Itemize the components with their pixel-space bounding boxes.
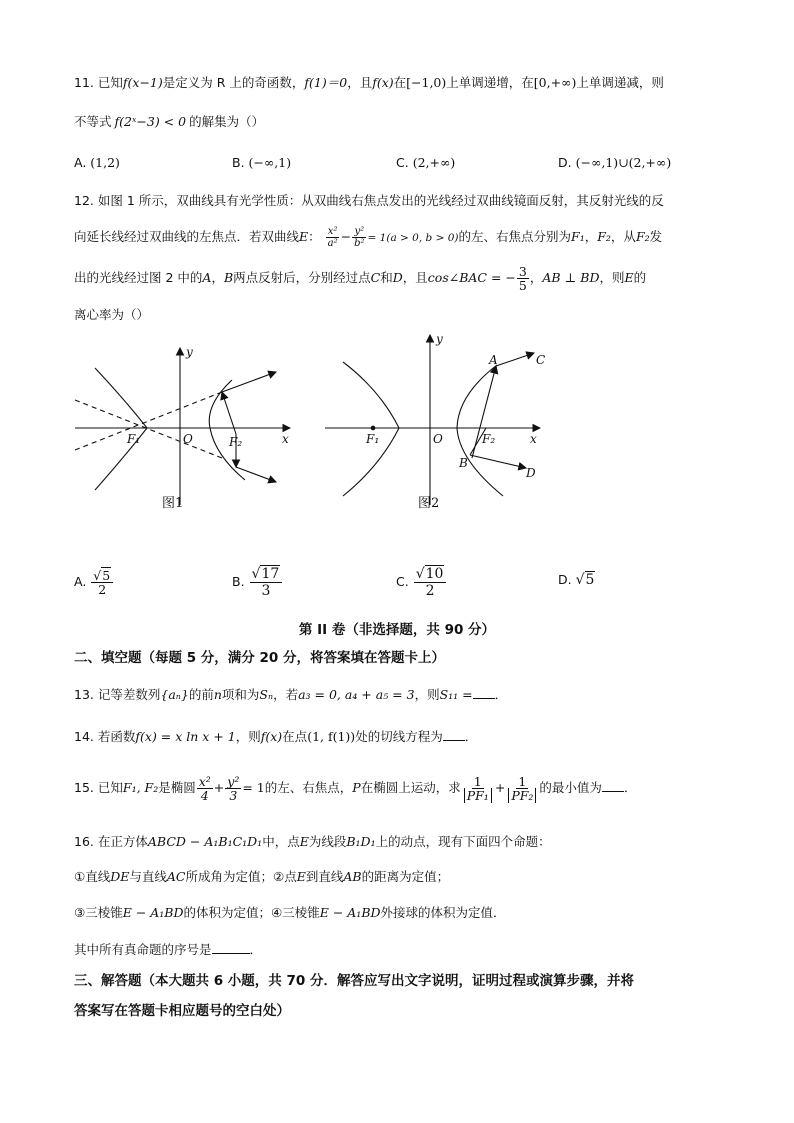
frac-den: 3 bbox=[261, 583, 271, 599]
figure-2 bbox=[325, 335, 540, 505]
q16-line1 bbox=[74, 832, 551, 852]
q14-number: 14. bbox=[74, 729, 94, 744]
q13-number: 13. bbox=[74, 687, 94, 702]
q12-text: ，从 bbox=[610, 229, 636, 244]
q12-text: 如图 1 所示，双曲线具有光学性质：从双曲线右焦点发出的光线经过双曲线镜面反射，其反射光线的反 bbox=[97, 193, 664, 208]
frac-num: √5 bbox=[91, 569, 113, 583]
q11-text: 是定义为 R 上的奇函数， bbox=[162, 75, 305, 90]
frac-den: b² bbox=[354, 238, 365, 249]
q13-text: ，则 bbox=[414, 687, 440, 702]
q16-text: 与直线 bbox=[129, 869, 167, 884]
q15-frac-y bbox=[225, 775, 241, 802]
q13-text: 记等差数列 bbox=[97, 687, 161, 702]
frac-num: x² bbox=[198, 774, 211, 789]
q15-eq: = 1 bbox=[242, 780, 265, 795]
q11-interval2: [0,+∞) bbox=[533, 75, 577, 90]
q16-tetrahedron: E − A₁BD bbox=[319, 905, 381, 920]
option-label: B. bbox=[232, 574, 245, 589]
q12-line4 bbox=[74, 305, 149, 325]
radicand: 5 bbox=[585, 572, 595, 588]
q11-text: 的解集为（） bbox=[189, 114, 265, 129]
q11-text: 不等式 bbox=[74, 114, 112, 129]
q16-text: 在正方体 bbox=[97, 834, 148, 849]
q16-cube: ABCD − A₁B₁C₁D₁ bbox=[147, 834, 263, 849]
q15-frac-pf1 bbox=[462, 775, 494, 802]
q12-option-d bbox=[558, 570, 595, 590]
q12-cos-frac bbox=[517, 265, 529, 292]
frac-den: 2 bbox=[98, 582, 107, 597]
q16-AC: AC bbox=[166, 869, 186, 884]
fig2-origin-label: O bbox=[433, 432, 443, 446]
fig2-F1-label: F₁ bbox=[366, 432, 380, 446]
q12-D: D bbox=[392, 270, 403, 285]
q16-text: 的体积为定值；④三棱锥 bbox=[183, 905, 320, 920]
q16-text: ①直线 bbox=[74, 869, 111, 884]
q16-line4 bbox=[74, 940, 262, 960]
frac-num: y² bbox=[227, 774, 240, 789]
q14-text: ． bbox=[464, 729, 478, 744]
q15-P: P bbox=[352, 780, 361, 795]
q16-text: 所成角为定值；②点 bbox=[185, 869, 297, 884]
option-label: A. bbox=[74, 155, 87, 170]
q12-option-a bbox=[74, 568, 114, 596]
q12-option-b bbox=[232, 566, 283, 599]
q14-fx: f(x) bbox=[260, 729, 283, 744]
q16-text: 中，点 bbox=[262, 834, 300, 849]
section3-heading-line2: 答案写在答题卡相应题号的空白处） bbox=[74, 1003, 290, 1019]
q11-line1 bbox=[74, 73, 664, 93]
frac-num: y² bbox=[354, 226, 365, 237]
frac-den: 2 bbox=[425, 583, 435, 599]
fig2-y-label: y bbox=[436, 332, 443, 346]
frac-num: √17 bbox=[250, 566, 283, 583]
q14-text: ，则 bbox=[235, 729, 261, 744]
radicand: 10 bbox=[425, 566, 444, 582]
frac-den: 4 bbox=[200, 788, 209, 803]
q16-line3 bbox=[74, 903, 506, 923]
q16-text: ③三棱锥 bbox=[74, 905, 123, 920]
q13-S11: S₁₁ = bbox=[439, 687, 473, 702]
q16-line2 bbox=[74, 867, 449, 887]
q12-line3 bbox=[74, 263, 646, 293]
q13-text: ，若 bbox=[273, 687, 299, 702]
fig2-caption: 图2 bbox=[418, 496, 440, 511]
q11-option-b bbox=[232, 153, 291, 173]
option-value: (1,2) bbox=[90, 155, 120, 170]
q11-number: 11. bbox=[74, 75, 94, 90]
q11-f1: f(1)＝0 bbox=[304, 75, 348, 90]
fig2-A-label: A bbox=[489, 353, 498, 367]
q16-text: ． bbox=[249, 942, 263, 957]
q16-number: 16. bbox=[74, 834, 94, 849]
q16-AB: AB bbox=[343, 869, 362, 884]
q12-text: ： bbox=[308, 229, 321, 244]
fig1-dashed-line-2 bbox=[75, 392, 222, 450]
q14-function: f(x) = x ln x + 1 bbox=[135, 729, 236, 744]
q12-text: ， bbox=[211, 270, 224, 285]
fig2-B-label: B bbox=[459, 456, 468, 470]
q12-C: C bbox=[370, 270, 381, 285]
fig2-right-branch bbox=[457, 365, 503, 496]
q15-plus: + bbox=[494, 780, 506, 795]
option-frac bbox=[250, 566, 283, 599]
q13-text: ． bbox=[494, 687, 508, 702]
frac-num: x² bbox=[327, 226, 338, 237]
q12-B: B bbox=[223, 270, 234, 285]
q16-text: 的距离为定值； bbox=[361, 869, 450, 884]
q12-cos: cos∠BAC = − bbox=[427, 270, 516, 285]
radicand: 5 bbox=[102, 568, 111, 583]
q12-text: 出的光线经过图 2 中的 bbox=[74, 270, 203, 285]
option-value: (2,+∞) bbox=[412, 155, 456, 170]
q12-F2: F₂ bbox=[597, 229, 611, 244]
fig2-C-label: C bbox=[536, 353, 546, 367]
q15-number: 15. bbox=[74, 780, 94, 795]
option-label: D. bbox=[558, 572, 572, 587]
q11-option-d bbox=[558, 153, 671, 173]
q11-text: 上单调递减，则 bbox=[576, 75, 664, 90]
q16-DE: DE bbox=[110, 869, 130, 884]
fig2-x-label: x bbox=[530, 432, 537, 446]
frac-den: PF₂ bbox=[508, 788, 536, 803]
option-frac bbox=[91, 569, 113, 596]
q15-text: 的最小值为 bbox=[539, 780, 602, 795]
option-value: (−∞,1)∪(2,+∞) bbox=[575, 155, 672, 170]
q11-text: 已知 bbox=[97, 75, 123, 90]
q12-text: ，且 bbox=[402, 270, 428, 285]
option-frac bbox=[414, 566, 447, 599]
section2-heading: 二、填空题（每题 5 分，满分 20 分，将答案填在答题卡上） bbox=[74, 650, 445, 666]
q12-figures bbox=[0, 330, 794, 550]
q14-point: (1, f(1)) bbox=[307, 729, 356, 744]
figure-1 bbox=[75, 348, 290, 505]
q12-text: ， bbox=[529, 270, 543, 285]
q16-E: E bbox=[296, 869, 306, 884]
q14 bbox=[74, 727, 477, 747]
q12-text: 两点反射后，分别经过点 bbox=[233, 270, 371, 285]
q12-text: 发 bbox=[649, 229, 663, 244]
q13-Sn: Sₙ bbox=[259, 687, 274, 702]
q15-answer-blank[interactable] bbox=[602, 791, 624, 792]
q15-foci: F₁, F₂ bbox=[122, 780, 159, 795]
q12-text: ， bbox=[584, 229, 598, 244]
q13 bbox=[74, 685, 507, 705]
q16-answer-blank[interactable] bbox=[212, 953, 250, 954]
frac-den: PF₁ bbox=[464, 788, 492, 803]
q11-fx: f(x) bbox=[372, 75, 394, 90]
frac-num: 1 bbox=[518, 774, 527, 789]
q13-seq: {aₙ} bbox=[160, 687, 189, 702]
section3-heading-line1: 三、解答题（本大题共 6 小题，共 70 分．解答应写出文字说明，证明过程或演算步骤，并将 bbox=[74, 973, 634, 989]
frac-num: √10 bbox=[414, 566, 447, 583]
q16-segment: B₁D₁ bbox=[346, 834, 376, 849]
q15-text: 已知 bbox=[97, 780, 123, 795]
q11-option-a bbox=[74, 153, 120, 173]
q15-text: ． bbox=[623, 780, 637, 795]
fig1-right-branch bbox=[209, 380, 245, 480]
q12-frac-x bbox=[326, 226, 340, 249]
q12-E: E bbox=[299, 229, 309, 244]
q11-text: 在 bbox=[393, 75, 407, 90]
q16-text: 为线段 bbox=[308, 834, 347, 849]
option-value: (−∞,1) bbox=[248, 155, 292, 170]
q12-text: 离心率为（） bbox=[74, 307, 150, 322]
q11-text: ，且 bbox=[347, 75, 373, 90]
fig1-left-branch bbox=[95, 368, 147, 490]
q12-option-c bbox=[396, 566, 447, 599]
q11-line2 bbox=[74, 112, 264, 132]
q12-line1 bbox=[74, 191, 664, 211]
q15-text: 是椭圆 bbox=[158, 780, 196, 795]
option-label: B. bbox=[232, 155, 245, 170]
q14-answer-blank[interactable] bbox=[443, 740, 465, 741]
q16-text: 其中所有真命题的序号是 bbox=[74, 942, 212, 957]
option-label: D. bbox=[558, 155, 572, 170]
fig2-F2-label: F₂ bbox=[482, 432, 496, 446]
q12-frac-y bbox=[352, 226, 366, 249]
q12-text: 的 bbox=[633, 270, 647, 285]
q15-text: 的左、右焦点， bbox=[264, 780, 353, 795]
q12-number: 12. bbox=[74, 193, 94, 208]
frac-den: a² bbox=[327, 238, 338, 249]
q16-tetrahedron: E − A₁BD bbox=[122, 905, 184, 920]
q16-text: 上的动点，现有下面四个命题： bbox=[375, 834, 551, 849]
radicand: 17 bbox=[261, 566, 280, 582]
fig2-F1-point bbox=[371, 426, 375, 430]
q16-text: 到直线 bbox=[305, 869, 344, 884]
q16-E: E bbox=[299, 834, 309, 849]
part2-title: 第 II 卷（非选择题，共 90 分） bbox=[298, 622, 496, 638]
q11-inequality: f(2ˣ−3) < 0 bbox=[114, 114, 187, 129]
q12-line2 bbox=[74, 223, 662, 252]
q13-n: n bbox=[213, 687, 222, 702]
q16-text: 外接球的体积为定值． bbox=[380, 905, 506, 920]
q14-text: 在点 bbox=[282, 729, 308, 744]
q12-A: A bbox=[202, 270, 212, 285]
option-label: A. bbox=[74, 574, 87, 589]
q12-eq-rest: = 1(a > 0, b > 0) bbox=[367, 232, 459, 244]
q12-text: ，则 bbox=[599, 270, 625, 285]
option-label: C. bbox=[396, 155, 409, 170]
q14-text: 若函数 bbox=[97, 729, 136, 744]
q12-text: 的左、右焦点分别为 bbox=[458, 229, 572, 244]
q12-text: 向延长线经过双曲线的左焦点．若双曲线 bbox=[74, 229, 300, 244]
fig2-ray-BD bbox=[470, 455, 526, 468]
q13-answer-blank[interactable] bbox=[473, 698, 495, 699]
fig1-F2-label: F₂ bbox=[229, 435, 243, 449]
q11-interval1: [−1,0) bbox=[406, 75, 447, 90]
q11-fx1: f(x−1) bbox=[122, 75, 163, 90]
q12-F1: F₁ bbox=[571, 229, 585, 244]
fig1-reflected-down bbox=[236, 467, 276, 482]
option-value: √5 bbox=[575, 572, 595, 588]
q12-F2: F₂ bbox=[635, 229, 650, 244]
q14-text: 处的切线方程为 bbox=[355, 729, 443, 744]
fig1-caption: 图1 bbox=[162, 496, 184, 511]
fig2-D-label: D bbox=[526, 466, 536, 480]
q12-E: E bbox=[624, 270, 634, 285]
q12-minus: − bbox=[340, 229, 352, 244]
fig1-x-label: x bbox=[282, 432, 289, 446]
q15-plus: + bbox=[213, 780, 225, 795]
q15-text: 在椭圆上运动，求 bbox=[360, 780, 461, 795]
frac-num: 1 bbox=[473, 774, 482, 789]
q13-condition: a₃ = 0, a₄ + a₅ = 3 bbox=[298, 687, 415, 702]
fig1-F1-label: F₁ bbox=[127, 432, 141, 446]
q15 bbox=[74, 770, 636, 806]
frac-num: 3 bbox=[518, 264, 527, 279]
fig1-y-label: y bbox=[186, 345, 193, 359]
q11-text: 上单调递增，在 bbox=[446, 75, 534, 90]
q13-text: 的前 bbox=[188, 687, 214, 702]
frac-den: 5 bbox=[518, 278, 527, 293]
option-label: C. bbox=[396, 574, 409, 589]
frac-den: 3 bbox=[229, 788, 238, 803]
q15-frac-pf2 bbox=[506, 775, 538, 802]
fig1-dashed-line-1 bbox=[75, 400, 222, 458]
q12-text: 和 bbox=[380, 270, 393, 285]
fig1-origin-label: O bbox=[183, 432, 193, 446]
q13-text: 项和为 bbox=[221, 687, 260, 702]
q11-option-c bbox=[396, 153, 455, 173]
q12-perp: AB ⊥ BD bbox=[542, 270, 600, 285]
fig2-ray-AC bbox=[496, 353, 534, 366]
q15-frac-x bbox=[197, 775, 213, 802]
